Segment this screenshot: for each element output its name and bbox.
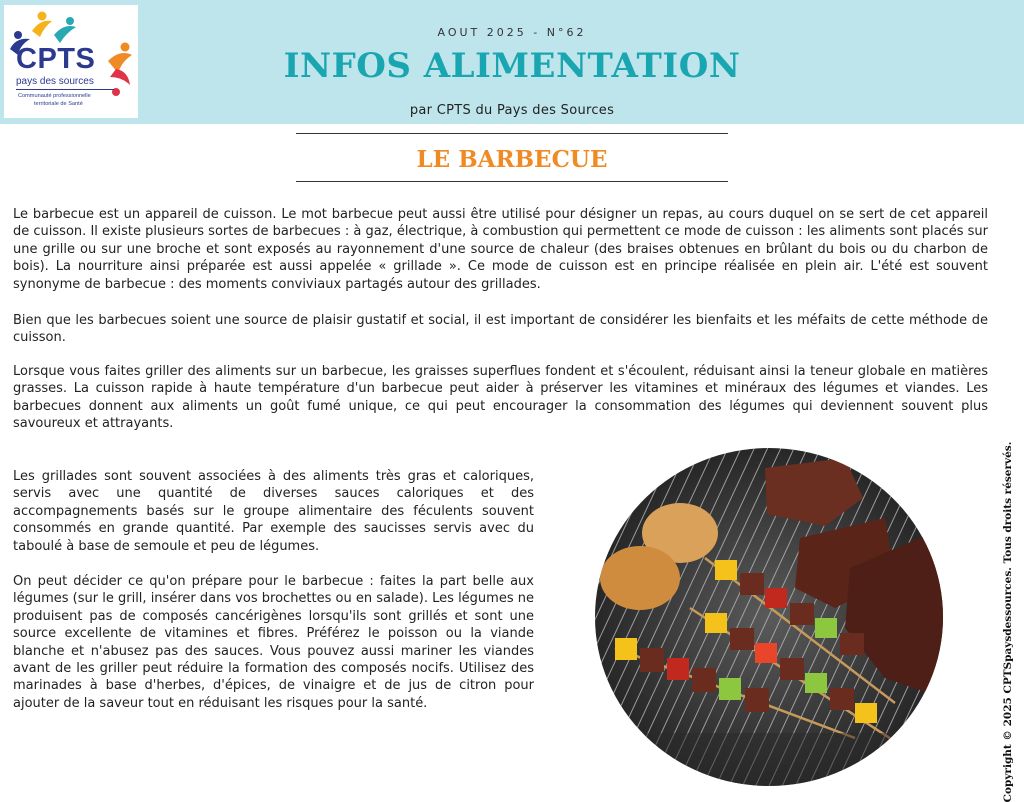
copyright-notice <box>999 441 1017 802</box>
header-banner <box>0 0 1024 124</box>
paragraph-drawbacks: Les grillades sont souvent associées à des aliments très gras et caloriques, servis avec une quantité de diverses sauces caloriques et des accompagnements basés sur le groupe alimentaire des féculents souvent consommés en grande quantité. Par exemple des saucisses servis avec du taboulé à base de semoule et peu de légumes. <box>13 469 534 554</box>
section-top-rule <box>296 133 728 134</box>
page-title: INFOS ALIMENTATION <box>283 46 741 86</box>
section-bottom-rule <box>296 181 728 182</box>
logo-caption-line2: territoriale de Santé <box>34 101 83 107</box>
paragraph-benefits-intro: Bien que les barbecues soient une source de plaisir gustatif et social, il est important de considérer les bienfaits et les méfaits de cette méthode de cuisson. <box>13 313 988 346</box>
paragraph-intro: Le barbecue est un appareil de cuisson. Le mot barbecue peut aussi être utilisé pour désigner un repas, au cours duquel on se sert de cet appareil de cuisson. Il existe plusieurs sortes de barbecues : à gaz, électrique, à combustion qui permettent ce mode de cuisson : les aliments sont placés sur une grille ou sur une broche et sont exposés au rayonnement d'une source de chaleur (des braises obtenues en brûlant du bois ou du charbon de bois). La nourriture ainsi préparée est aussi appelée « grillade ». Ce mode de cuisson est en principe réalisée en plein air. L'été est souvent synonyme de barbecue : des moments conviviaux partagés autour des grillades. <box>13 207 988 292</box>
issue-label: AOUT 2025 - N°62 <box>437 26 587 39</box>
barbecue-photo <box>595 448 943 786</box>
logo-brand: CPTS <box>16 43 96 75</box>
paragraph-advice: On peut décider ce qu'on prépare pour le barbecue : faites la part belle aux légumes (sur le grill, insérer dans vos brochettes ou en salade). Les légumes ne produisent pas de composés cancérigènes lorsqu'ils sont grillés et sont une source excellente de vitamines et fibres. Préférez le poisson ou la viande blanche et n'abusez pas des sauces. Vous pouvez aussi mariner les viandes avant de les griller peut réduire la formation des composés nocifs. Utilisez des marinades à base d'herbes, d'épices, de vinaigre et de jus de citron pour ajouter de la saveur tout en réduisant les risques pour la santé. <box>13 574 534 711</box>
logo-divider <box>16 89 114 90</box>
copyright-text: Copyright © 2025 CPTSpaysdessources. Tous droits réservés. <box>1002 441 1014 802</box>
byline: par CPTS du Pays des Sources <box>409 103 615 118</box>
paragraph-benefits: Lorsque vous faites griller des aliments sur un barbecue, les graisses superflues fondent et s'écoulent, réduisant ainsi la teneur globale en matières grasses. La cuisson rapide à haute température d'un barbecue peut aider à préserver les vitamines et minéraux des légumes et viandes. Les barbecues donnent aux aliments un goût fumé unique, ce qui peut encourager la consommation des légumes qui deviennent souvent plus savoureux et attrayants. <box>13 364 988 432</box>
section-title: LE BARBECUE <box>416 146 608 173</box>
logo-subtitle: pays des sources <box>16 76 94 87</box>
logo-caption-line1: Communauté professionnelle <box>18 93 91 99</box>
